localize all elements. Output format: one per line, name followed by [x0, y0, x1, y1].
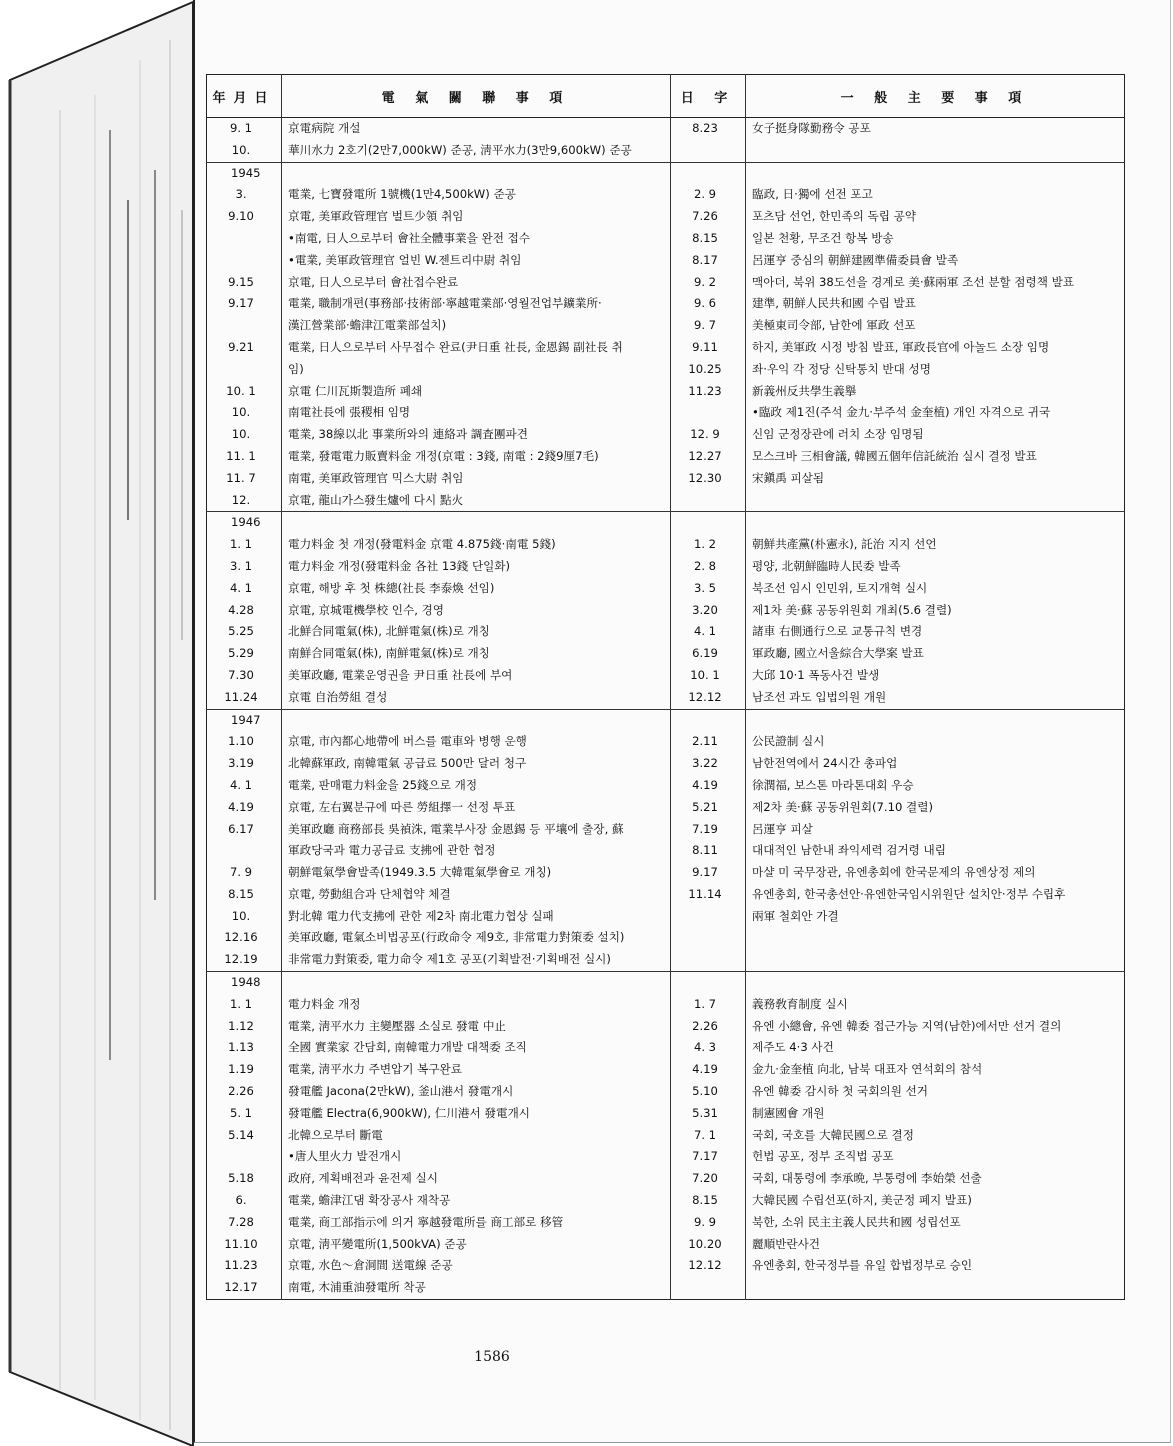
cell-date: 12.17 — [207, 1277, 282, 1299]
cell-general-event — [746, 709, 1125, 731]
cell-day — [671, 402, 746, 424]
cell-date: 1947 — [207, 709, 282, 731]
table-row — [207, 949, 1125, 971]
cell-general-event — [746, 1277, 1125, 1299]
cell-general-event: 제2차 美·蘇 공동위원회(7.10 결렬) — [752, 799, 933, 814]
cell-general-event: 남조선 과도 입법의원 개원 — [752, 689, 887, 704]
cell-general-event: 呂運亨 중심의 朝鮮建國準備委員會 발족 — [752, 252, 959, 267]
table-row — [207, 293, 1125, 315]
cell-electric-event — [282, 162, 671, 184]
cell-general-event — [746, 162, 1125, 184]
table-row — [207, 1212, 1125, 1234]
cell-date: 2.26 — [207, 1081, 282, 1103]
cell-date: 11.10 — [207, 1234, 282, 1256]
cell-general-event: 북조선 임시 인민위, 토지개혁 실시 — [752, 580, 928, 595]
cell-day: 12.12 — [671, 1255, 746, 1277]
cell-general-event — [746, 972, 1125, 994]
cell-date: 5.29 — [207, 643, 282, 665]
cell-date: 3. 1 — [207, 556, 282, 578]
table-row — [207, 250, 1125, 272]
cell-general-event: 大韓民國 수립선포(하지, 美군정 폐지 발표) — [752, 1193, 972, 1208]
cell-date: 7.30 — [207, 665, 282, 687]
cell-electric-event: 漢江營業部·蟾津江電業部설치) — [282, 315, 671, 337]
cell-day: 4.19 — [671, 775, 746, 797]
cell-date: 10. — [207, 140, 282, 162]
cell-day: 8.15 — [671, 228, 746, 250]
cell-general-event: 모스크바 三相會議, 韓國五個年信託統治 실시 결정 발표 — [752, 448, 1037, 463]
cell-electric-event: 華川水力 2호기(2만7,000kW) 준공, 淸平水力(3만9,600kW) 준공 — [282, 140, 671, 162]
page-number: 1586 — [474, 1349, 510, 1365]
table-row — [207, 753, 1125, 775]
cell-day: 9. 6 — [671, 293, 746, 315]
cell-date: 7. 9 — [207, 862, 282, 884]
cell-general-event: 美極東司令部, 남한에 軍政 선포 — [752, 318, 916, 333]
cell-electric-event: 京電, 市內都心地帶에 버스를 電車와 병행 운행 — [282, 731, 671, 753]
cell-electric-event: 京電, 龍山가스發生爐에 다시 點火 — [282, 490, 671, 512]
cell-general-event: 制憲國會 개원 — [752, 1105, 825, 1120]
table-row — [207, 381, 1125, 403]
cell-day: 3. 5 — [671, 578, 746, 600]
cell-general-event: 하지, 美軍政 시정 방침 발표, 軍政長官에 아놀드 소장 임명 — [752, 339, 1050, 354]
cell-day: 1. 2 — [671, 534, 746, 556]
cell-electric-event: 北鮮合同電氣(株), 北鮮電氣(株)로 개칭 — [282, 621, 671, 643]
cell-general-event: 宋鎭禹 피살됨 — [752, 470, 825, 485]
cell-date: 1. 1 — [207, 994, 282, 1016]
cell-date: 9.15 — [207, 272, 282, 294]
cell-date: 4. 1 — [207, 578, 282, 600]
table-row — [207, 1081, 1125, 1103]
cell-general-event: 헌법 공포, 정부 조직법 공포 — [752, 1149, 894, 1164]
cell-date: 11.24 — [207, 687, 282, 709]
cell-day: 9. 2 — [671, 272, 746, 294]
table-row — [207, 578, 1125, 600]
cell-day: 7. 1 — [671, 1125, 746, 1147]
cell-day: 9.17 — [671, 862, 746, 884]
cell-date: 10. — [207, 402, 282, 424]
cell-general-event: 義務敎育制度 실시 — [752, 996, 848, 1011]
cell-general-event: 대대적인 남한내 좌익세력 검거령 내림 — [752, 843, 946, 858]
cell-date: 11. 1 — [207, 446, 282, 468]
cell-date: 12.16 — [207, 927, 282, 949]
table-row — [207, 927, 1125, 949]
table-row — [207, 315, 1125, 337]
cell-electric-event: 京電 自治勞組 결성 — [282, 687, 671, 709]
cell-date: 9.21 — [207, 337, 282, 359]
cell-electric-event: 南電, 木浦重油發電所 착공 — [282, 1277, 671, 1299]
cell-electric-event: 電業, 七寶發電所 1號機(1만4,500kW) 준공 — [282, 184, 671, 206]
cell-date — [207, 250, 282, 272]
cell-day — [671, 906, 746, 928]
table-row — [207, 534, 1125, 556]
cell-day: 2.11 — [671, 731, 746, 753]
cell-date: 11.23 — [207, 1255, 282, 1277]
cell-date: 5. 1 — [207, 1103, 282, 1125]
table-row — [207, 228, 1125, 250]
table-row — [207, 797, 1125, 819]
cell-general-event: 大邱 10·1 폭동사건 발생 — [752, 667, 880, 682]
cell-date: 1.19 — [207, 1059, 282, 1081]
cell-electric-event: 京電, 해방 후 첫 株總(社長 李泰煥 선임) — [282, 578, 671, 600]
cell-day — [671, 490, 746, 512]
cell-general-event — [746, 512, 1125, 534]
cell-general-event — [746, 927, 1125, 949]
cell-day: 7.19 — [671, 819, 746, 841]
cell-date: 1.13 — [207, 1037, 282, 1059]
table-row — [207, 906, 1125, 928]
cell-electric-event: 美軍政廳, 電業운영권을 尹日重 社長에 부여 — [282, 665, 671, 687]
cell-date — [207, 228, 282, 250]
cell-day: 12.12 — [671, 687, 746, 709]
cell-date: 3. — [207, 184, 282, 206]
cell-date: 10. — [207, 906, 282, 928]
cell-electric-event: 京電, 京城電機學校 인수, 경영 — [282, 600, 671, 622]
cell-day: 2.26 — [671, 1016, 746, 1038]
cell-day — [671, 140, 746, 162]
cell-electric-event: 美軍政廳, 電氣소비법공포(行政命令 제9호, 非常電力對策委 설치) — [282, 927, 671, 949]
cell-electric-event: 電業, 38線以北 事業所와의 連絡과 調査團파견 — [282, 424, 671, 446]
table-row — [207, 424, 1125, 446]
table-row — [207, 731, 1125, 753]
cell-day: 5.31 — [671, 1103, 746, 1125]
cell-day: 2. 9 — [671, 184, 746, 206]
cell-electric-event: 全國 實業家 간담회, 南韓電力개발 대책委 조직 — [282, 1037, 671, 1059]
cell-day: 5.21 — [671, 797, 746, 819]
cell-day: 10. 1 — [671, 665, 746, 687]
table-row — [207, 206, 1125, 228]
cell-date: 4. 1 — [207, 775, 282, 797]
table-body — [207, 118, 1125, 1300]
cell-general-event: 남한전역에서 24시간 총파업 — [752, 756, 898, 771]
cell-date: 1.10 — [207, 731, 282, 753]
cell-general-event: 제1차 美·蘇 공동위원회 개최(5.6 결렬) — [752, 602, 952, 617]
cell-electric-event — [282, 512, 671, 534]
cell-electric-event: 電業, 蟾津江댐 확장공사 재착공 — [282, 1190, 671, 1212]
cell-general-event: 마샬 미 국무장관, 유엔총회에 한국문제의 유엔상정 제의 — [752, 865, 1036, 880]
table-row — [207, 337, 1125, 359]
cell-day: 2. 8 — [671, 556, 746, 578]
cell-electric-event: 北韓蘇軍政, 南韓電氣 공급료 500만 달러 청구 — [282, 753, 671, 775]
cell-date: 1.12 — [207, 1016, 282, 1038]
header-date: 年月日 — [207, 75, 282, 118]
cell-electric-event: •唐人里火力 발전개시 — [282, 1146, 671, 1168]
cell-electric-event: 京電, 水色～倉洞間 送電線 준공 — [282, 1255, 671, 1277]
cell-general-event: 유엔 韓委 감시하 첫 국회의원 선거 — [752, 1084, 929, 1099]
cell-electric-event: 電業, 淸平水力 주변압기 복구완료 — [282, 1059, 671, 1081]
cell-general-event — [746, 140, 1125, 162]
cell-day: 9. 9 — [671, 1212, 746, 1234]
cell-general-event: 제주도 4·3 사건 — [752, 1040, 834, 1055]
cell-day: 4. 3 — [671, 1037, 746, 1059]
cell-general-event: 유엔총회, 한국총선안·유엔한국임시위원단 설치안·정부 수립후 — [752, 886, 1066, 901]
cell-day: 9.11 — [671, 337, 746, 359]
cell-day — [671, 972, 746, 994]
cell-date: 9.17 — [207, 293, 282, 315]
cell-electric-event: 北韓으로부터 斷電 — [282, 1125, 671, 1147]
table-row — [207, 1059, 1125, 1081]
table-row — [207, 819, 1125, 841]
cell-general-event: 북한, 소위 民主主義人民共和國 성립선포 — [752, 1214, 961, 1229]
cell-general-event: 국회, 대통령에 李承晩, 부통령에 李始榮 선출 — [752, 1171, 982, 1186]
year-row — [207, 512, 1125, 534]
cell-general-event: 軍政廳, 國立서울綜合大學案 발표 — [752, 646, 924, 661]
table-row — [207, 556, 1125, 578]
cell-date: 1. 1 — [207, 534, 282, 556]
cell-day: 5.10 — [671, 1081, 746, 1103]
cell-day: 7.20 — [671, 1168, 746, 1190]
cell-day: 11.23 — [671, 381, 746, 403]
table-row — [207, 994, 1125, 1016]
cell-electric-event: 京電, 勞動組合과 단체협약 체결 — [282, 884, 671, 906]
cell-electric-event: 電業, 職制개편(事務部·技術部·寧越電業部·영월전업부鑛業所· — [282, 293, 671, 315]
cell-date: 9.10 — [207, 206, 282, 228]
cell-day: 8.23 — [671, 118, 746, 140]
cell-electric-event: 對北韓 電力代支拂에 관한 제2차 南北電力협상 실패 — [282, 906, 671, 928]
year-row — [207, 709, 1125, 731]
cell-general-event: 徐潤福, 보스톤 마라톤대회 우승 — [752, 777, 914, 792]
cell-electric-event: 政府, 계획배전과 윤전제 실시 — [282, 1168, 671, 1190]
table-row — [207, 775, 1125, 797]
cell-date: 4.28 — [207, 600, 282, 622]
cell-electric-event: 京電, 左右翼분규에 따른 勞組擇一 선정 투표 — [282, 797, 671, 819]
cell-general-event: 呂運亨 피살 — [752, 821, 813, 836]
table-row — [207, 140, 1125, 162]
cell-general-event — [746, 490, 1125, 512]
header-general-events: 一 般 主 要 事 項 — [746, 75, 1125, 118]
cell-general-event: •臨政 제1진(주석 金九·부주석 金奎植) 개인 자격으로 귀국 — [752, 405, 1051, 420]
cell-day — [671, 512, 746, 534]
cell-electric-event: 電業, 판매電力料金을 25錢으로 개정 — [282, 775, 671, 797]
cell-date: 1945 — [207, 162, 282, 184]
table-row — [207, 1190, 1125, 1212]
cell-day: 9. 7 — [671, 315, 746, 337]
cell-electric-event: 電業, 日人으로부터 사무접수 완료(尹日重 社長, 金恩錫 副社長 취 — [282, 337, 671, 359]
cell-electric-event: 軍政당국과 電力공급료 支拂에 관한 협정 — [282, 840, 671, 862]
cell-day — [671, 709, 746, 731]
cell-general-event: 신임 군정장관에 러치 소장 임명됨 — [752, 427, 924, 442]
table-row — [207, 1234, 1125, 1256]
cell-electric-event: 電業, 發電電力販賣料金 개정(京電 : 3錢, 南電 : 2錢9厘7毛) — [282, 446, 671, 468]
cell-date — [207, 1146, 282, 1168]
cell-date: 6.17 — [207, 819, 282, 841]
cell-date: 5.25 — [207, 621, 282, 643]
cell-electric-event: 京電 仁川瓦斯製造所 폐쇄 — [282, 381, 671, 403]
table-row — [207, 184, 1125, 206]
cell-electric-event: 京電, 日人으로부터 會社접수완료 — [282, 272, 671, 294]
cell-general-event: 公民證制 실시 — [752, 734, 825, 749]
cell-day: 1. 7 — [671, 994, 746, 1016]
cell-electric-event: 美軍政廳 商務部長 吳禎洙, 電業부사장 金恩錫 등 平壤에 출장, 蘇 — [282, 819, 671, 841]
table-row — [207, 272, 1125, 294]
cell-electric-event: 電力料金 개정 — [282, 994, 671, 1016]
cell-electric-event: 南電, 美軍政管理官 믹스大尉 취임 — [282, 468, 671, 490]
cell-general-event: 女子挺身隊勤務令 공포 — [752, 121, 871, 135]
cell-day — [671, 1277, 746, 1299]
cell-date: 1948 — [207, 972, 282, 994]
cell-date: 7.28 — [207, 1212, 282, 1234]
cell-day: 7.26 — [671, 206, 746, 228]
cell-general-event: 新義州反共學生義擧 — [752, 383, 857, 398]
cell-date: 12.19 — [207, 949, 282, 971]
cell-day: 8.11 — [671, 840, 746, 862]
cell-electric-event: 京電, 美軍政管理官 벌트少領 취임 — [282, 206, 671, 228]
table-row — [207, 1037, 1125, 1059]
cell-day: 8.17 — [671, 250, 746, 272]
cell-date: 3.19 — [207, 753, 282, 775]
table-row — [207, 687, 1125, 709]
cell-day — [671, 927, 746, 949]
book-page-edges — [0, 0, 200, 1446]
cell-electric-event: 電力料金 첫 개정(發電料金 京電 4.875錢·南電 5錢) — [282, 534, 671, 556]
cell-day: 3.22 — [671, 753, 746, 775]
cell-general-event: 좌·우익 각 정당 신탁통치 반대 성명 — [752, 361, 931, 376]
cell-general-event: 兩軍 철회안 가결 — [752, 908, 839, 923]
table-row — [207, 1016, 1125, 1038]
cell-date — [207, 359, 282, 381]
cell-electric-event: •南電, 日人으로부터 會社全體事業을 완전 접수 — [282, 228, 671, 250]
table-row — [207, 446, 1125, 468]
table-row — [207, 840, 1125, 862]
cell-date: 10. — [207, 424, 282, 446]
cell-day: 12.27 — [671, 446, 746, 468]
table-header-row — [207, 75, 1125, 118]
cell-general-event: 諸車 右側通行으로 교통규칙 변경 — [752, 624, 923, 639]
cell-date — [207, 315, 282, 337]
cell-day: 10.25 — [671, 359, 746, 381]
cell-day: 4. 1 — [671, 621, 746, 643]
cell-general-event: 맥아더, 북위 38도선을 경계로 美·蘇兩軍 조선 분할 점령책 발표 — [752, 274, 1074, 289]
table-row — [207, 468, 1125, 490]
cell-general-event: 臨政, 日·獨에 선전 포고 — [752, 187, 873, 202]
cell-day: 10.20 — [671, 1234, 746, 1256]
cell-day: 12.30 — [671, 468, 746, 490]
cell-day — [671, 949, 746, 971]
cell-electric-event: 京電病院 개설 — [282, 118, 671, 140]
header-day: 日 字 — [671, 75, 746, 118]
cell-electric-event: 朝鮮電氣學會발족(1949.3.5 大韓電氣學會로 개칭) — [282, 862, 671, 884]
cell-general-event: 金九·金奎植 向北, 남북 대표자 연석회의 참석 — [752, 1062, 983, 1077]
cell-date: 5.14 — [207, 1125, 282, 1147]
header-electric-events: 電 氣 關 聯 事 項 — [282, 75, 671, 118]
table-row — [207, 490, 1125, 512]
cell-electric-event: 南電社長에 張稷相 임명 — [282, 402, 671, 424]
cell-day: 11.14 — [671, 884, 746, 906]
cell-date: 4.19 — [207, 797, 282, 819]
year-row — [207, 972, 1125, 994]
cell-general-event: 평양, 北朝鮮臨時人民委 발족 — [752, 558, 901, 573]
cell-general-event — [746, 949, 1125, 971]
table-row — [207, 1168, 1125, 1190]
cell-day: 4.19 — [671, 1059, 746, 1081]
table-row — [207, 884, 1125, 906]
cell-day: 7.17 — [671, 1146, 746, 1168]
cell-day — [671, 162, 746, 184]
year-row — [207, 162, 1125, 184]
cell-electric-event: 京電, 淸平變電所(1,500kVA) 준공 — [282, 1234, 671, 1256]
cell-date: 9. 1 — [207, 118, 282, 140]
cell-general-event: 建準, 朝鮮人民共和國 수립 발표 — [752, 296, 916, 311]
cell-day: 3.20 — [671, 600, 746, 622]
cell-electric-event — [282, 972, 671, 994]
table-row — [207, 600, 1125, 622]
cell-electric-event — [282, 709, 671, 731]
cell-electric-event: 電業, 淸平水力 主變壓器 소실로 發電 中止 — [282, 1016, 671, 1038]
table-row — [207, 118, 1125, 140]
table-row — [207, 402, 1125, 424]
cell-electric-event: •電業, 美軍政管理官 얼빈 W.젠트리中尉 취임 — [282, 250, 671, 272]
table-row — [207, 1255, 1125, 1277]
cell-electric-event: 電力料金 개정(發電料金 各社 13錢 단일화) — [282, 556, 671, 578]
cell-day: 6.19 — [671, 643, 746, 665]
cell-general-event: 국회, 국호를 大韓民國으로 결정 — [752, 1127, 914, 1142]
cell-electric-event: 南鮮合同電氣(株), 南鮮電氣(株)로 개칭 — [282, 643, 671, 665]
cell-electric-event: 임) — [282, 359, 671, 381]
table-row — [207, 665, 1125, 687]
cell-electric-event: 發電艦 Jacona(2만kW), 釜山港서 發電개시 — [282, 1081, 671, 1103]
cell-general-event: 朝鮮共產黨(朴憲永), 託治 지지 선언 — [752, 537, 937, 552]
cell-day: 8.15 — [671, 1190, 746, 1212]
cell-electric-event: 發電艦 Electra(6,900kW), 仁川港서 發電개시 — [282, 1103, 671, 1125]
table-row — [207, 643, 1125, 665]
cell-date — [207, 840, 282, 862]
table-row — [207, 862, 1125, 884]
table-row — [207, 1146, 1125, 1168]
table-row — [207, 1103, 1125, 1125]
cell-general-event: 유엔총회, 한국정부를 유일 합법정부로 승인 — [752, 1258, 973, 1273]
cell-date: 11. 7 — [207, 468, 282, 490]
cell-day: 12. 9 — [671, 424, 746, 446]
cell-electric-event: 非常電力對策委, 電力命令 제1호 공포(기획발전·기획배전 실시) — [282, 949, 671, 971]
cell-date: 5.18 — [207, 1168, 282, 1190]
cell-electric-event: 電業, 商工部指示에 의거 寧越發電所를 商工部로 移管 — [282, 1212, 671, 1234]
cell-general-event: 麗順반란사건 — [752, 1236, 820, 1251]
table-row — [207, 1277, 1125, 1299]
table-row — [207, 359, 1125, 381]
table-row — [207, 621, 1125, 643]
cell-date: 10. 1 — [207, 381, 282, 403]
cell-date: 6. — [207, 1190, 282, 1212]
cell-date: 12. — [207, 490, 282, 512]
cell-general-event: 포츠담 선언, 한민족의 독립 공약 — [752, 209, 917, 224]
table-row — [207, 1125, 1125, 1147]
cell-general-event: 유엔 小總會, 유엔 韓委 접근가능 지역(남한)에서만 선거 결의 — [752, 1018, 1062, 1033]
cell-date: 1946 — [207, 512, 282, 534]
cell-date: 8.15 — [207, 884, 282, 906]
cell-general-event: 일본 천황, 무조건 항복 방송 — [752, 230, 894, 245]
chronology-table — [206, 74, 1125, 1300]
